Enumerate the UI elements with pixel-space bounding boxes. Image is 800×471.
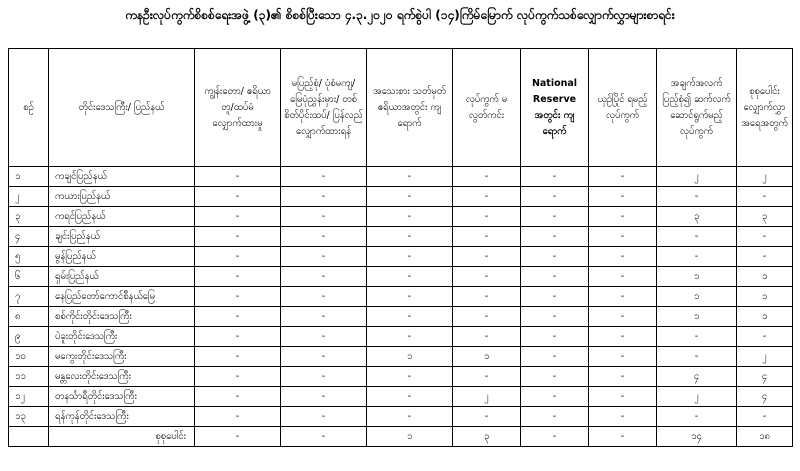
cell-total-incomplete: - xyxy=(281,427,367,447)
cell-region-name: ရှမ်းပြည်နယ် xyxy=(49,267,195,287)
cell-national-reserve: - xyxy=(521,167,589,187)
cell-duplicate-area: - xyxy=(195,227,281,247)
cell-incomplete: - xyxy=(281,187,367,207)
cell-region-name: မန္တလေးတိုင်းဒေသကြီး xyxy=(49,367,195,387)
cell-complete-proceed: - xyxy=(657,227,737,247)
cell-total-applications: ၄ xyxy=(737,367,793,387)
col-header-total-applications: စုစုပေါင်း လျှောက်လွှာ အရေအတွက် xyxy=(737,49,793,167)
cell-region-name: တနင်္သာရီတိုင်းဒေသကြီး xyxy=(49,387,195,407)
cell-total-applications: - xyxy=(737,407,793,427)
cell-not-vacant: - xyxy=(453,307,521,327)
cell-competitive-block: - xyxy=(589,367,657,387)
cell-incomplete: - xyxy=(281,267,367,287)
cell-row-number: ၇ xyxy=(9,287,49,307)
cell-duplicate-area: - xyxy=(195,347,281,367)
cell-region-name: မွန်ပြည်နယ် xyxy=(49,247,195,267)
cell-not-vacant: ၂ xyxy=(453,387,521,407)
cell-national-reserve: - xyxy=(521,207,589,227)
document-title: ကနဦးလုပ်ကွက်စိစစ်ရေးအဖွဲ့ (၃)၏ စိစစ်ပြီးသော ၄.၃.၂၀၂၀ ရက်စွဲပါ (၁၄)ကြိမ်မြောက် လုပ်ကွက်သစ်လျှောက်လွှာများစာရင်း xyxy=(125,8,675,22)
col-header-duplicate-area: ကျွန်းတော/ ဧရိယာတူ/ထပ်မံ လျှောက်ထားမှု xyxy=(195,49,281,167)
cell-total-applications: ၄ xyxy=(737,387,793,407)
cell-complete-proceed: - xyxy=(657,407,737,427)
cell-incomplete: - xyxy=(281,227,367,247)
cell-not-vacant: - xyxy=(453,267,521,287)
cell-competitive-block: - xyxy=(589,327,657,347)
cell-duplicate-area: - xyxy=(195,207,281,227)
cell-competitive-block: - xyxy=(589,167,657,187)
cell-national-reserve: - xyxy=(521,387,589,407)
cell-competitive-block: - xyxy=(589,387,657,407)
table-row xyxy=(9,327,793,347)
cell-region-name: ကယားပြည်နယ် xyxy=(49,187,195,207)
table-row xyxy=(9,267,793,287)
cell-row-number: ၂ xyxy=(9,187,49,207)
cell-incomplete: - xyxy=(281,387,367,407)
table-row xyxy=(9,287,793,307)
cell-region-name: နေပြည်တော်ကောင်စီနယ်မြေ xyxy=(49,287,195,307)
cell-row-number: ၁၂ xyxy=(9,387,49,407)
cell-region-name: ပဲခူးတိုင်းဒေသကြီး xyxy=(49,327,195,347)
table-row xyxy=(9,227,793,247)
cell-total-applications: - xyxy=(737,327,793,347)
cell-small-scale-area: - xyxy=(367,387,453,407)
cell-small-scale-area: - xyxy=(367,287,453,307)
cell-row-number: ၁၀ xyxy=(9,347,49,367)
cell-small-scale-area: - xyxy=(367,187,453,207)
cell-total-applications: ၃ xyxy=(737,207,793,227)
cell-total-applications: ၁ xyxy=(737,267,793,287)
cell-duplicate-area: - xyxy=(195,267,281,287)
cell-row-number: ၃ xyxy=(9,207,49,227)
cell-incomplete: - xyxy=(281,407,367,427)
cell-small-scale-area: - xyxy=(367,207,453,227)
cell-national-reserve: - xyxy=(521,187,589,207)
cell-small-scale-area: - xyxy=(367,247,453,267)
table-row xyxy=(9,247,793,267)
cell-duplicate-area: - xyxy=(195,287,281,307)
cell-small-scale-area: - xyxy=(367,407,453,427)
cell-duplicate-area: - xyxy=(195,367,281,387)
cell-total-blank xyxy=(9,427,49,447)
cell-total-applications: - xyxy=(737,187,793,207)
cell-not-vacant: - xyxy=(453,287,521,307)
cell-row-number: ၄ xyxy=(9,227,49,247)
cell-national-reserve: - xyxy=(521,407,589,427)
cell-competitive-block: - xyxy=(589,187,657,207)
table-body xyxy=(9,167,793,447)
cell-row-number: ၆ xyxy=(9,267,49,287)
cell-total-competitive-block: - xyxy=(589,427,657,447)
cell-total-applications: ၁ xyxy=(737,287,793,307)
table-header-row xyxy=(9,49,793,167)
cell-row-number: ၈ xyxy=(9,307,49,327)
cell-national-reserve: - xyxy=(521,367,589,387)
cell-not-vacant: - xyxy=(453,227,521,247)
cell-duplicate-area: - xyxy=(195,387,281,407)
cell-row-number: ၁၃ xyxy=(9,407,49,427)
cell-small-scale-area: - xyxy=(367,327,453,347)
table-row xyxy=(9,167,793,187)
cell-complete-proceed: ၄ xyxy=(657,367,737,387)
cell-competitive-block: - xyxy=(589,407,657,427)
cell-not-vacant: - xyxy=(453,167,521,187)
table-total-row xyxy=(9,427,793,447)
cell-complete-proceed: - xyxy=(657,327,737,347)
cell-complete-proceed: - xyxy=(657,247,737,267)
cell-incomplete: - xyxy=(281,167,367,187)
cell-complete-proceed: ၂ xyxy=(657,387,737,407)
cell-not-vacant: - xyxy=(453,247,521,267)
cell-small-scale-area: ၁ xyxy=(367,347,453,367)
cell-total-applications: - xyxy=(737,247,793,267)
cell-complete-proceed: ၁ xyxy=(657,287,737,307)
table-row xyxy=(9,207,793,227)
cell-national-reserve: - xyxy=(521,247,589,267)
cell-incomplete: - xyxy=(281,287,367,307)
cell-row-number: ၅ xyxy=(9,247,49,267)
table-row xyxy=(9,307,793,327)
cell-incomplete: - xyxy=(281,307,367,327)
cell-duplicate-area: - xyxy=(195,327,281,347)
col-header-national-reserve: National Reserve အတွင်း ကျရောက် xyxy=(521,49,589,167)
cell-total-applications: ၂ xyxy=(737,347,793,367)
col-header-small-scale-area: အသေးစား သတ်မှတ် ဧရိယာအတွင်း ကျရောက် xyxy=(367,49,453,167)
cell-region-name: စစ်ကိုင်းတိုင်းဒေသကြီး xyxy=(49,307,195,327)
cell-competitive-block: - xyxy=(589,267,657,287)
cell-competitive-block: - xyxy=(589,307,657,327)
cell-total-small-scale-area: ၁ xyxy=(367,427,453,447)
cell-incomplete: - xyxy=(281,327,367,347)
cell-small-scale-area: - xyxy=(367,267,453,287)
cell-row-number: ၁ xyxy=(9,167,49,187)
cell-total-total-applications: ၁၈ xyxy=(737,427,793,447)
cell-incomplete: - xyxy=(281,207,367,227)
cell-complete-proceed: - xyxy=(657,347,737,367)
cell-not-vacant: ၁ xyxy=(453,347,521,367)
cell-national-reserve: - xyxy=(521,307,589,327)
cell-duplicate-area: - xyxy=(195,247,281,267)
cell-not-vacant: - xyxy=(453,367,521,387)
cell-row-number: ၁၁ xyxy=(9,367,49,387)
col-header-competitive-block: ယှဉ်ပြိုင် ရမည့် လုပ်ကွက် xyxy=(589,49,657,167)
cell-small-scale-area: - xyxy=(367,307,453,327)
col-header-complete-proceed: အချက်အလက် ပြည့်စုံ၍ ဆက်လက် ဆောင်ရွက်မည့် လုပ်ကွက် xyxy=(657,49,737,167)
col-header-incomplete: မပြည့်စုံ/ ပုံစံမကျ/ မြေပုံညွှန်းမှား/ တစ်စိတ်ပိုင်းထပ်/ ပြန်လည် လျှောက်ထားရန် xyxy=(281,49,367,167)
col-header-region: တိုင်းဒေသကြီး/ ပြည်နယ် xyxy=(49,49,195,167)
cell-national-reserve: - xyxy=(521,347,589,367)
cell-national-reserve: - xyxy=(521,227,589,247)
cell-competitive-block: - xyxy=(589,247,657,267)
cell-incomplete: - xyxy=(281,347,367,367)
cell-incomplete: - xyxy=(281,367,367,387)
cell-duplicate-area: - xyxy=(195,407,281,427)
col-header-not-vacant: လုပ်ကွက် မလွတ်ကင်း xyxy=(453,49,521,167)
cell-competitive-block: - xyxy=(589,347,657,367)
table-row xyxy=(9,407,793,427)
cell-complete-proceed: ၂ xyxy=(657,167,737,187)
cell-region-name: ကရင်ပြည်နယ် xyxy=(49,207,195,227)
cell-total-applications: ၁ xyxy=(737,307,793,327)
cell-total-complete-proceed: ၁၄ xyxy=(657,427,737,447)
cell-competitive-block: - xyxy=(589,227,657,247)
cell-not-vacant: - xyxy=(453,187,521,207)
cell-national-reserve: - xyxy=(521,287,589,307)
cell-incomplete: - xyxy=(281,247,367,267)
table-row xyxy=(9,187,793,207)
cell-duplicate-area: - xyxy=(195,307,281,327)
cell-region-name: ချင်းပြည်နယ် xyxy=(49,227,195,247)
cell-total-applications: - xyxy=(737,227,793,247)
cell-small-scale-area: - xyxy=(367,367,453,387)
cell-total-label: စုစုပေါင်း xyxy=(49,427,195,447)
cell-row-number: ၉ xyxy=(9,327,49,347)
cell-total-applications: ၂ xyxy=(737,167,793,187)
cell-total-not-vacant: ၃ xyxy=(453,427,521,447)
cell-national-reserve: - xyxy=(521,327,589,347)
cell-small-scale-area: - xyxy=(367,227,453,247)
cell-competitive-block: - xyxy=(589,287,657,307)
cell-complete-proceed: ၁ xyxy=(657,307,737,327)
cell-national-reserve: - xyxy=(521,267,589,287)
cell-not-vacant: - xyxy=(453,407,521,427)
cell-complete-proceed: ၃ xyxy=(657,207,737,227)
col-header-no: စဉ် xyxy=(9,49,49,167)
cell-duplicate-area: - xyxy=(195,187,281,207)
cell-total-duplicate-area: - xyxy=(195,427,281,447)
table-row xyxy=(9,387,793,407)
cell-total-national-reserve: - xyxy=(521,427,589,447)
table-row xyxy=(9,347,793,367)
cell-complete-proceed: ၁ xyxy=(657,267,737,287)
cell-small-scale-area: - xyxy=(367,167,453,187)
cell-region-name: ကချင်ပြည်နယ် xyxy=(49,167,195,187)
cell-region-name: ရန်ကုန်တိုင်းဒေသကြီး xyxy=(49,407,195,427)
cell-complete-proceed: - xyxy=(657,187,737,207)
cell-duplicate-area: - xyxy=(195,167,281,187)
cell-region-name: မကွေးတိုင်းဒေသကြီး xyxy=(49,347,195,367)
cell-not-vacant: - xyxy=(453,207,521,227)
table-row xyxy=(9,367,793,387)
applications-table xyxy=(8,48,793,447)
cell-not-vacant: - xyxy=(453,327,521,347)
cell-competitive-block: - xyxy=(589,207,657,227)
